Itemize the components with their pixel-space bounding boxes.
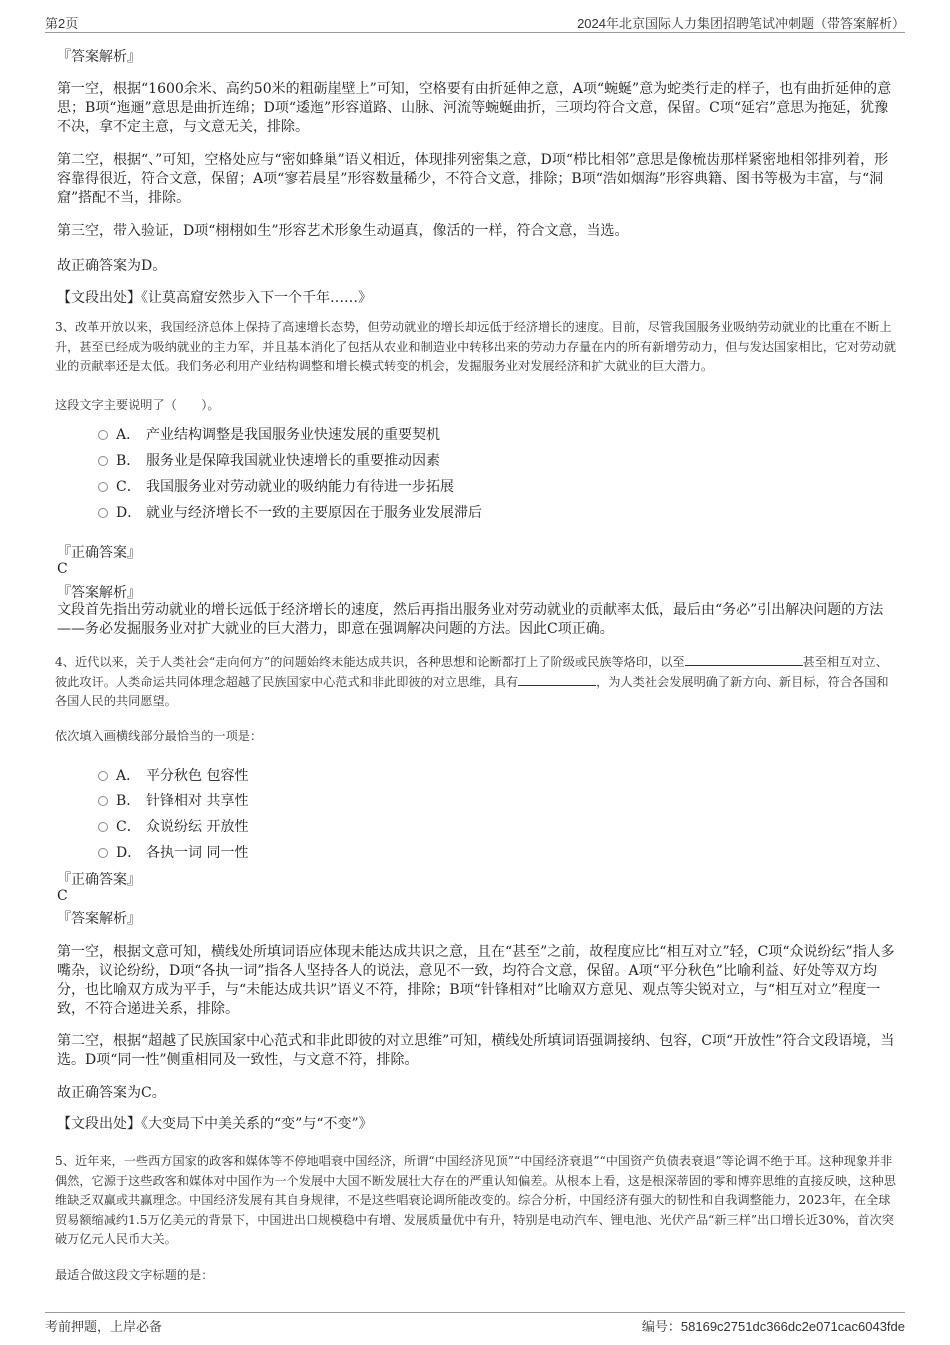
- q4-conclusion: 故正确答案为C。: [57, 1085, 166, 1101]
- radio-icon[interactable]: [98, 796, 108, 806]
- q4-option-d[interactable]: D． 各执一词 同一性: [98, 842, 248, 862]
- radio-icon[interactable]: [98, 848, 108, 858]
- q2-conclusion: 故正确答案为D。: [57, 258, 167, 274]
- q3-option-c[interactable]: C． 我国服务业对劳动就业的吸纳能力有待进一步拓展: [98, 476, 454, 496]
- fill-blank-1: [685, 654, 803, 666]
- radio-icon[interactable]: [98, 771, 108, 781]
- q4-stem: 4、近代以来，关于人类社会“走向何方”的问题始终未能达成共识，各种思想和论断都打上了阶级或民族等烙印，以至 甚至相互对立、彼此攻讦。人类命运共同体理念超越了民族国家中心范式和非此即彼的对立思维，具有 ，为人类社会发展明确了新方向、新目标，符合各国和各国人民的共同愿望。: [55, 655, 889, 708]
- q4-option-c[interactable]: C． 众说纷纭 开放性: [98, 816, 248, 836]
- q4-analysis-label: 『答案解析』: [57, 911, 141, 927]
- radio-icon[interactable]: [98, 456, 108, 466]
- q3-analysis-label: 『答案解析』: [57, 585, 141, 601]
- q2-analysis-label: 『答案解析』: [57, 49, 141, 65]
- q4-option-b[interactable]: B． 针锋相对 共享性: [98, 790, 248, 810]
- q3-prompt: 这段文字主要说明了（ ）。: [55, 398, 220, 412]
- q3-stem: 3、改革开放以来，我国经济总体上保持了高速增长态势，但劳动就业的增长却远低于经济增长的速度。目前，尽管我国服务业吸纳劳动就业的比重在不断上升，甚至已经成为吸纳就业的主力军，并且基本消化了包括从农业和制造业中转移出来的劳动力存量在内的所有新增劳动力，但与发达国家相比，它对劳动就业的贡献率还是太低。我们务必利用产业结构调整和增长模式转变的机会，发掘服务业对发展经济和扩大就业的巨大潜力。: [55, 320, 896, 373]
- q3-answer-label: 『正确答案』: [57, 545, 141, 561]
- q4-analysis-p1: 第一空，根据文意可知，横线处所填词语应体现未能达成共识之意，且在“甚至”之前，故程度应比“相互对立”轻，C项“众说纷纭”指人多嘴杂，议论纷纷，D项“各执一词”指各人坚持各人的说法，意见不一致，均符合文意，保留。A项“平分秋色”比喻利益、好处等双方均分，也比喻双方成为平手，与“未能达成共识”语义不符，排除；B项“针锋相对”比喻双方意见、观点等尖锐对立，与“相互对立”程度一致，不符合递进关系，排除。: [57, 944, 895, 1017]
- radio-icon[interactable]: [98, 822, 108, 832]
- q4-option-a[interactable]: A． 平分秋色 包容性: [98, 765, 248, 785]
- q2-source: 【文段出处】《让莫高窟安然步入下一个千年……》: [57, 290, 372, 306]
- q4-source: 【文段出处】《大变局下中美关系的“变”与“不变”》: [57, 1116, 373, 1132]
- q5-prompt: 最适合做这段文字标题的是：: [55, 1268, 214, 1282]
- q4-answer-label: 『正确答案』: [57, 872, 141, 888]
- q3-answer: C: [57, 561, 68, 577]
- q4-analysis-p2: 第二空，根据“超越了民族国家中心范式和非此即彼的对立思维”可知，横线处所填词语强调接纳、包容，C项“开放性”符合文段语境，当选。D项“同一性”侧重相同及一致性，与文意不符，排除。: [57, 1033, 895, 1068]
- q2-analysis-p3: 第三空，带入验证，D项“栩栩如生”形容艺术形象生动逼真，像活的一样，符合文意，当选。: [57, 223, 629, 239]
- radio-icon[interactable]: [98, 482, 108, 492]
- radio-icon[interactable]: [98, 430, 108, 440]
- page-header: [45, 10, 905, 33]
- fill-blank-2: [518, 674, 596, 686]
- q4-answer: C: [57, 888, 68, 904]
- q5-stem: 5、近年来，一些西方国家的政客和媒体等不停地唱衰中国经济，所谓“中国经济见顶”“中国经济衰退”“中国资产负债表衰退”等论调不绝于耳。这种现象并非偶然，它源于这些政客和媒体对中国作为一个发展中大国不断发展壮大存在的严重认知偏差。从根本上看，这是根深蒂固的零和博弈思维的直接反映，这种思维缺乏双赢或共赢理念。中国经济发展有其自身规律，不是这些唱衰论调所能改变的。综合分析，中国经济有强大的韧性和自我调整能力，2023年，在全球贸易额缩减约1.5万亿美元的背景下，中国进出口规模稳中有增、发展质量优中有升，特别是电动汽车、锂电池、光伏产品“新三样”出口增长近30%，首次突破万亿元人民币大关。: [55, 1154, 896, 1246]
- q3-analysis: 文段首先指出劳动就业的增长远低于经济增长的速度，然后再指出服务业对劳动就业的贡献率太低，最后由“务必”引出解决问题的方法——务必发掘服务业对扩大就业的巨大潜力，即意在强调解决问题的方法。因此C项正确。: [57, 602, 884, 637]
- document-code: 编号：58169c2751dc366dc2e071cac6043fde: [641, 1319, 905, 1334]
- document-title: 2024年北京国际人力集团招聘笔试冲刺题（带答案解析）: [577, 16, 905, 31]
- q3-option-b[interactable]: B． 服务业是保障我国就业快速增长的重要推动因素: [98, 450, 440, 470]
- page-footer: [45, 1312, 905, 1335]
- q3-option-d[interactable]: D． 就业与经济增长不一致的主要原因在于服务业发展滞后: [98, 502, 482, 522]
- q3-option-a[interactable]: A． 产业结构调整是我国服务业快速发展的重要契机: [98, 424, 440, 444]
- footer-motto: 考前押题，上岸必备: [45, 1319, 163, 1334]
- page-number: 第2页: [45, 16, 79, 31]
- q2-analysis-p1: 第一空，根据“1600余米、高约50米的粗砺崖壁上”可知，空格要有由折延伸之意，A项“蜿蜒”意为蛇类行走的样子，也有曲折延伸的意思；B项“迤逦”意思是曲折连绵；D项“逶迤”形容道路、山脉、河流等蜿蜒曲折，三项均符合文意，保留。C项“延宕”意思为拖延，犹豫不决，拿不定主意，与文意无关，排除。: [57, 81, 892, 135]
- q4-prompt: 依次填入画横线部分最恰当的一项是：: [55, 729, 263, 743]
- q2-analysis-p2: 第二空，根据“、”可知，空格处应与“密如蜂巢”语义相近，体现排列密集之意，D项“栉比相邻”意思是像梳齿那样紧密地相邻排列着，形容靠得很近，符合文意，保留；A项“寥若晨星”形容数量稀少，不符合文意，排除；B项“浩如烟海”形容典籍、图书等极为丰富，与“洞窟”搭配不当，排除。: [57, 152, 889, 206]
- radio-icon[interactable]: [98, 508, 108, 518]
